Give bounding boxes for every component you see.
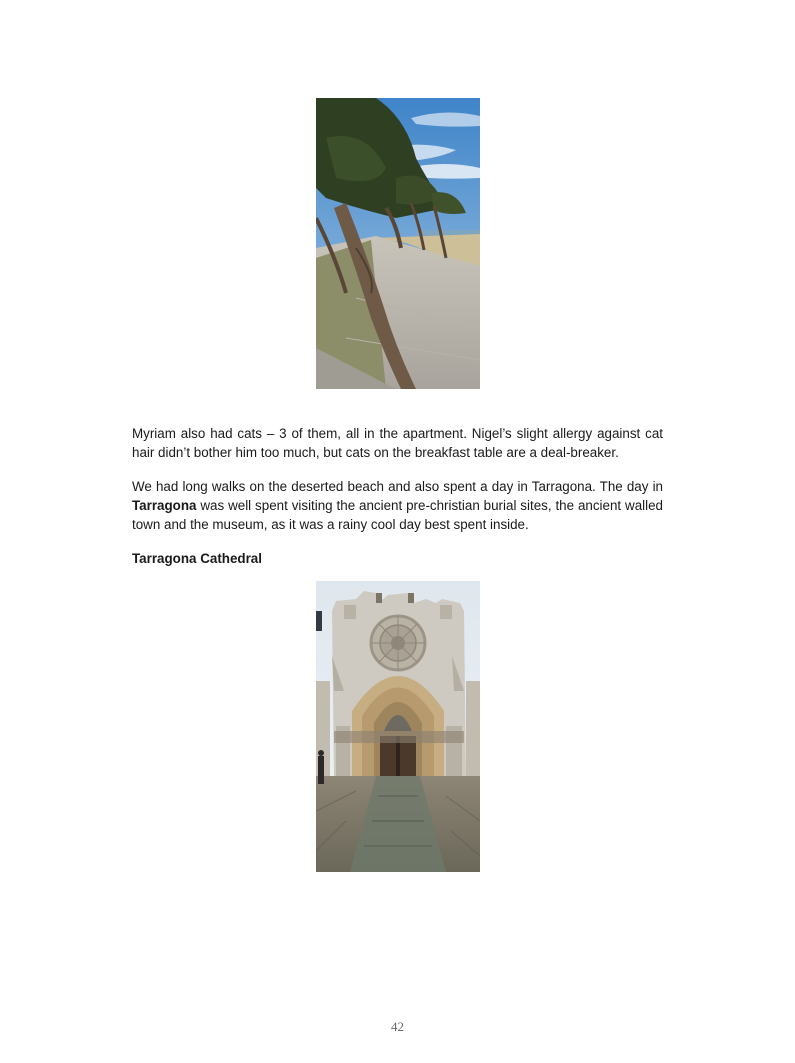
paragraph-text: We had long walks on the deserted beach and also spent a day in Tarragona. The day in: [132, 479, 663, 494]
paragraph-cats: Myriam also had cats – 3 of them, all in the apartment. Nigel’s slight allergy against cat hair didn’t bother him too much, but cats on the breakfast table are a deal-breaker.: [132, 426, 663, 460]
beach-promenade-photo: [316, 98, 480, 389]
bold-place-name: Tarragona: [132, 498, 197, 513]
section-heading: Tarragona Cathedral: [132, 551, 262, 566]
tarragona-cathedral-photo: [316, 581, 480, 872]
page-number: 42: [391, 1019, 404, 1034]
paragraph-tarragona: [132, 477, 663, 534]
paragraph-text: was well spent visiting the ancient pre-christian burial sites, the ancient walled town and the museum, as it was a rainy cool day best spent inside.: [132, 498, 663, 532]
